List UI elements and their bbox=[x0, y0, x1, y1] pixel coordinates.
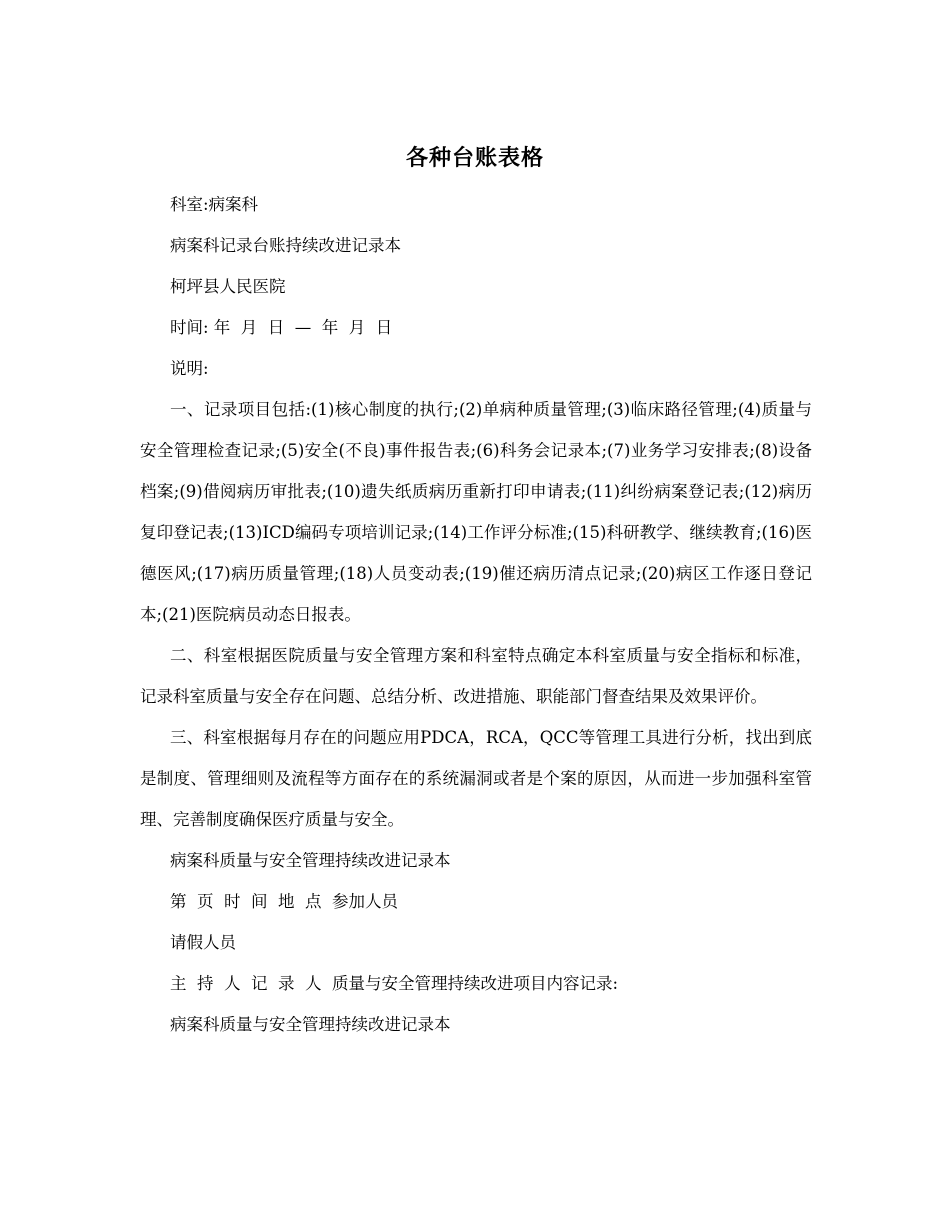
record-book-line-1: 病案科质量与安全管理持续改进记录本 bbox=[170, 851, 451, 870]
ledger-name-line: 病案科记录台账持续改进记录本 bbox=[170, 236, 401, 255]
paragraph-quality-indicators: 二、科室根据医院质量与安全管理方案和科室特点确定本科室质量与安全指标和标准，记录科室质量与安全存在问题、总结分析、改进措施、职能部门督查结果及效果评价。 bbox=[140, 646, 812, 706]
host-recorder-line: 主 持 人 记 录 人 质量与安全管理持续改进项目内容记录: bbox=[170, 974, 618, 993]
department-line: 科室:病案科 bbox=[170, 195, 259, 214]
paragraph-management-tools: 三、科室根据每月存在的问题应用PDCA，RCA，QCC等管理工具进行分析，找出到底是制度、管理细则及流程等方面存在的系统漏洞或者是个案的原因，从而进一步加强科室管理、完善制度确保医疗质量与安全。 bbox=[140, 728, 812, 829]
paragraph-record-items: 一、记录项目包括:(1)核心制度的执行;(2)单病种质量管理;(3)临床路径管理;(4)质量与安全管理检查记录;(5)安全(不良)事件报告表;(6)科务会记录本;(7)业务学习安排表;(8)设备档案;(9)借阅病历审批表;(10)遗失纸质病历重新打印申请表;(11)纠纷病案登记表;(12)病历复印登记表;(13)ICD编码专项培训记录;(14)工作评分标准;(15)科研教学、继续教育;(16)医德医风;(17)病历质量管理;(18)人员变动表;(19)催还病历清点记录;(20)病区工作逐日登记本;(21)医院病员动态日报表。 bbox=[140, 400, 812, 624]
document-body bbox=[140, 184, 812, 1045]
notes-heading: 说明: bbox=[170, 359, 209, 378]
time-line: 时间: 年 月 日 — 年 月 日 bbox=[170, 318, 393, 337]
record-book-line-2: 病案科质量与安全管理持续改进记录本 bbox=[170, 1015, 451, 1034]
page-time-place-line: 第 页 时 间 地 点 参加人员 bbox=[170, 892, 398, 911]
leave-personnel-line: 请假人员 bbox=[170, 933, 236, 952]
hospital-line: 柯坪县人民医院 bbox=[170, 277, 286, 296]
document-title: 各种台账表格 bbox=[405, 145, 544, 171]
